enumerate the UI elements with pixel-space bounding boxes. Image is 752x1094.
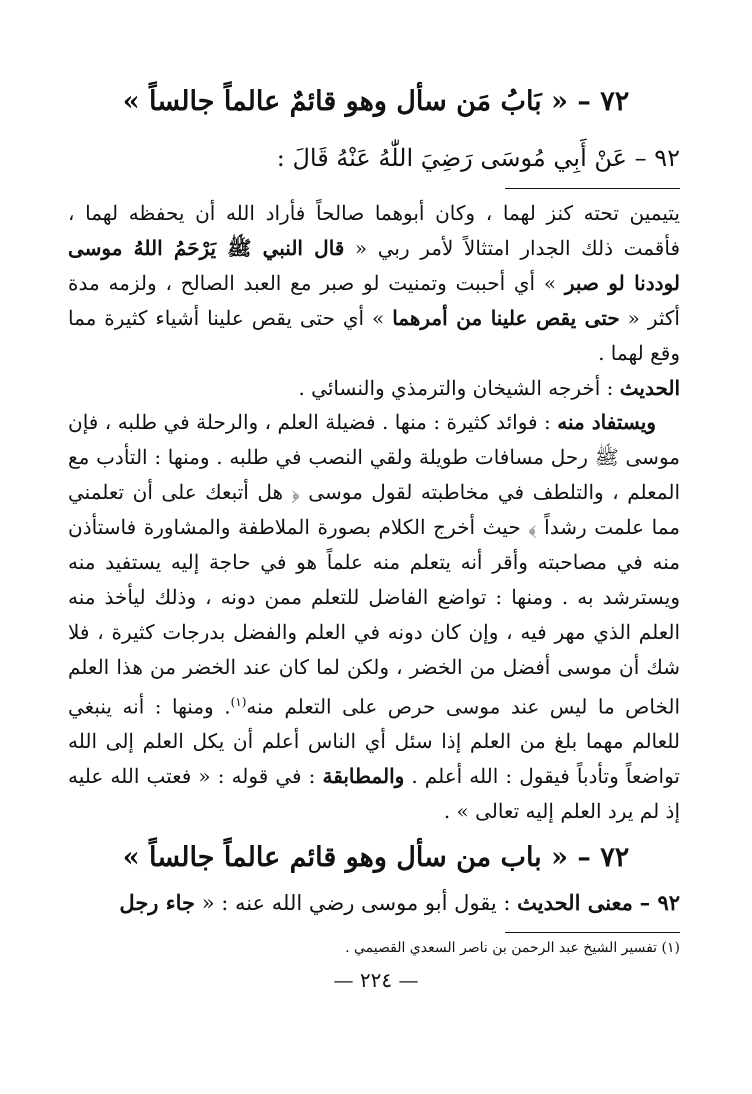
hadith-title: ٩٢ – عَنْ أَبِي مُوسَى رَضِيَ اللّٰهُ عَنْهُ قَالَ : [276,144,680,172]
paragraph-benefits: ويستفاد منه : فوائد كثيرة : منها . فضيلة العلم ، والرحلة في طلبه ، فإن موسى ﷺ رحل مسافات طويلة ولقي النصب في طلبه . ومنها : التأدب مع المعلم ، والتلطف في مخاطبته لقول موسى ﴿ هل أتبعك على أن تعلمني مما علمت رشداً ﴾ حيث أخرج الكلام بصورة الملاطفة والمشاورة فاستأذن منه في مصاحبته وأقر أنه يتعلم منه علماً هو في حاجة إليه يستفيد منه ويسترشد به . ومنها : تواضع الفاضل للتعلم ممن دونه ، وذلك ليأخذ منه العلم الذي مهر فيه ، وإن كان دونه في العلم والفضل بدرجات كثيرة ، فلا شك أن موسى أفضل من الخضر ، ولكن لما كان عند الخضر من هذا العلم الخاص ما ليس عند موسى حرص على التعلم منه$^{(١)}$. ومنها : أنه ينبغي للعالم مهما بلغ من العلم إذا سئل أي الناس أعلم أن يكل العلم إلى الله تواضعاً وتأدباً فيقول : الله أعلم . والمطابقة : في قوله : « فعتب الله عليه إذ لم يرد العلم إليه تعالى » . [68,410,681,824]
paragraph-explanation: يتيمين تحته كنز لهما ، وكان أبوهما صالحاً فأراد الله أن يحفظه لهما ، فأقمت ذلك الجدار امتثالاً لأمر ربي « قال النبي ﷺ يَرْحَمُ اللهُ موسى لوددنا لو صبر » أي أحببت وتمنيت لو صبر مع العبد الصالح ، ولزمه مدة أكثر « حتى يقص علينا من أمرهما » أي حتى يقص علينا أشياء كثيرة مما وقع لهما . [68,201,681,365]
chapter-heading-bottom: ٧٢ – « باب من سأل وهو قائم عالماً جالساً » [122,842,630,873]
title-rule [505,188,680,189]
commentary-body [68,196,680,829]
footnote-reference[interactable]: (١) [230,694,247,709]
footnote: (١) تفسير الشيخ عبد الرحمن بن ناصر السعدي القصيمي . [345,940,680,956]
paragraph-hadith-source: الحديث : أخرجه الشيخان والترمذي والنسائي . [298,375,680,400]
page-number: — ٢٢٤ — [333,968,419,992]
footnote-rule [505,932,680,933]
chapter-heading-top: ٧٢ – « بَابُ مَن سأل وهو قائمٌ عالماً جالساً » [122,86,630,117]
meaning-heading: ٩٢ – معنى الحديث : يقول أبو موسى رضي الله عنه : « جاء رجل [119,890,680,915]
